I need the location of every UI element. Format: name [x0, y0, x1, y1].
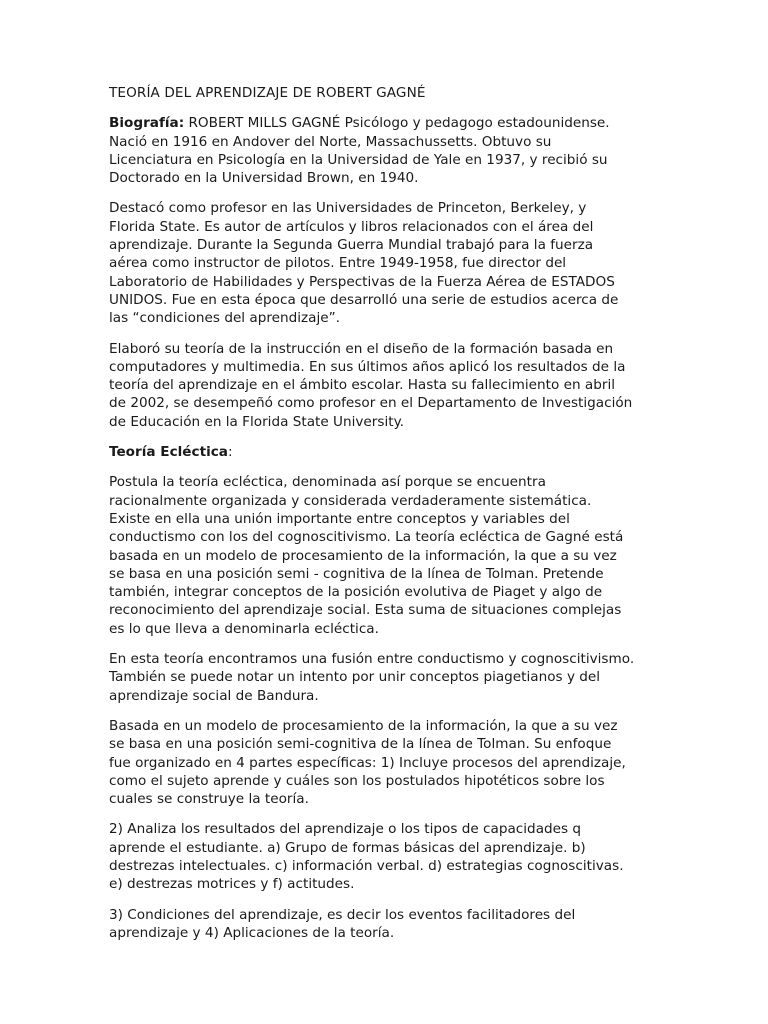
eclectic-theory-colon: : [227, 444, 233, 461]
learning-outcomes-paragraph: 2) Analiza los resultados del aprendizaje o los tipos de capacidades q aprende el estudiante. a) Grupo de formas básicas del aprendizaje. b) destrezas intelectuales. c) información verbal. d) estrategias cognoscitivas. e) destrezas motrices y f) actitudes. [109, 821, 624, 893]
eclectic-theory-paragraph: Postula la teoría ecléctica, denominada así porque se encuentra racionalmente organizada y considerada verdaderamente sistemática. Existe en ella una unión importante entre conceptos y variables del conductismo con los del cognoscitivismo. La teoría ecléctica de Gagné está basada en un modelo de procesamiento de la información, la que a su vez se basa en una posición semi - cognitiva de la línea de Tolman. Pretende también, integrar conceptos de la posición evolutiva de Piaget y algo de reconocimiento del aprendizaje social. Esta suma de situaciones complejas es lo que lleva a denominarla ecléctica. [109, 474, 624, 637]
eclectic-theory-heading [109, 443, 660, 461]
biography-paragraph [109, 114, 660, 187]
instruction-theory-paragraph: Elaboró su teoría de la instrucción en el diseño de la formación basada en computadores y multimedia. En sus últimos años aplicó los resultados de la teoría del aprendizaje en el ámbito escolar. Hasta su fallecimiento en abril de 2002, se desempeñó como profesor en el Departamento de Investigación de Educación en la Florida State University. [109, 340, 633, 430]
document-title: TEORÍA DEL APRENDIZAJE DE ROBERT GAGNÉ [109, 85, 426, 101]
learning-conditions-paragraph: 3) Condiciones del aprendizaje, es decir los eventos facilitadores del aprendizaje y 4) Aplicaciones de la teoría. [109, 906, 576, 941]
biography-text: ROBERT MILLS GAGNÉ Psicólogo y pedagogo estadounidense. Nació en 1916 en Andover del Norte, Massachussetts. Obtuvo su Licenciatura en Psicología en la Universidad de Yale en 1937, y recibió su Doctorado en la Universidad Brown, en 1940. [109, 115, 610, 187]
fusion-paragraph: En esta teoría encontramos una fusión entre conductismo y cognoscitivismo. También se puede notar un intento por unir conceptos piagetianos y del aprendizaje social de Bandura. [109, 651, 635, 704]
eclectic-theory-label: Teoría Ecléctica [109, 444, 228, 461]
processing-model-paragraph: Basada en un modelo de procesamiento de la información, la que a su vez se basa en una posición semi-cognitiva de la línea de Tolman. Su enfoque fue organizado en 4 partes específicas: 1) Incluye procesos del aprendizaje, como el sujeto aprende y cuáles son los postulados hipotéticos sobre los cuales se construye la teoría. [109, 717, 626, 808]
career-paragraph: Destacó como profesor en las Universidades de Princeton, Berkeley, y Florida State. Es autor de artículos y libros relacionados con el área del aprendizaje. Durante la Segunda Guerra Mundial trabajó para la fuerza aérea como instructor de pilotos. Entre 1949-1958, fue director del Laboratorio de Habilidades y Perspectivas de la Fuerza Aérea de ESTADOS UNIDOS. Fue en esta época que desarrolló una serie de estudios acerca de las “condiciones del aprendizaje”. [109, 200, 619, 327]
biography-label: Biografía: [109, 115, 185, 132]
